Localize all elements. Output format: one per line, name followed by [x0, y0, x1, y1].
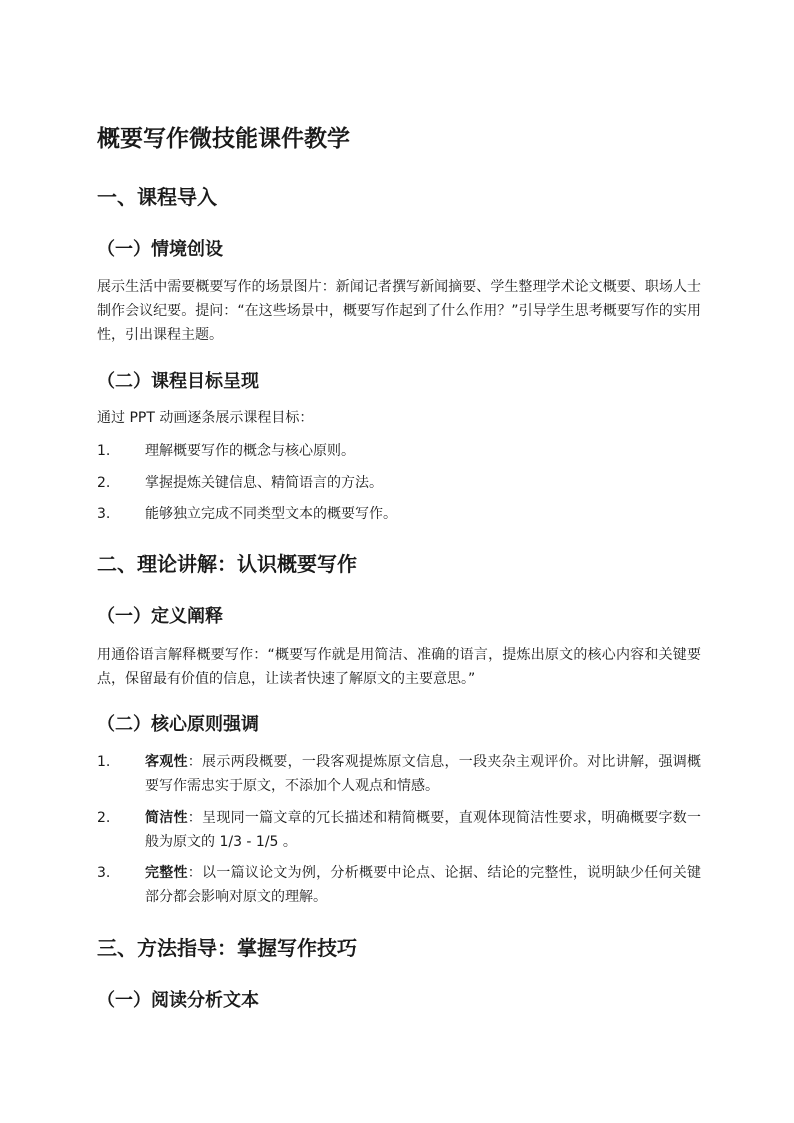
list-item-number: 1. — [97, 443, 111, 459]
paragraph-scenario: 展示生活中需要概要写作的场景图片：新闻记者撰写新闻摘要、学生整理学术论文概要、职场人士制作会议纪要。提问：“在这些场景中，概要写作起到了什么作用？”引导学生思考概要写作的实用性，引出课程主题。 — [97, 279, 701, 343]
document-title: 概要写作微技能课件教学 — [97, 126, 350, 152]
list-item-number: 2. — [97, 475, 111, 491]
list-item-term: 客观性 — [145, 754, 188, 770]
paragraph-definition: 用通俗语言解释概要写作：“概要写作就是用简洁、准确的语言，提炼出原文的核心内容和关键要点，保留最有价值的信息，让读者快速了解原文的主要意思。” — [97, 647, 701, 687]
list-item-number: 2. — [97, 810, 111, 826]
list-item-number: 1. — [97, 754, 111, 770]
list-item-description: ：呈现同一篇文章的冗长描述和精简概要，直观体现简洁性要求，明确概要字数一般为原文的 1/3 - 1/5 。 — [145, 810, 702, 850]
list-item-text: 理解概要写作的概念与核心原则。 — [145, 443, 355, 459]
subsection-heading-scenario: （一）情境创设 — [97, 239, 223, 260]
subsection-heading-reading-analysis: （一）阅读分析文本 — [97, 990, 259, 1011]
list-item-text — [145, 750, 701, 798]
paragraph-course-goals-intro: 通过 PPT 动画逐条展示课程目标： — [97, 410, 314, 426]
list-item-text — [145, 861, 701, 909]
section-heading-course-intro: 一、课程导入 — [97, 185, 217, 209]
list-item-term: 简洁性 — [145, 810, 188, 826]
subsection-heading-core-principles: （二）核心原则强调 — [97, 714, 259, 735]
list-item-number: 3. — [97, 506, 111, 522]
list-item-text: 掌握提炼关键信息、精简语言的方法。 — [145, 475, 383, 491]
subsection-heading-course-goals: （二）课程目标呈现 — [97, 371, 259, 392]
list-item-text — [145, 806, 701, 854]
list-item-description: ：以一篇议论文为例，分析概要中论点、论据、结论的完整性，说明缺少任何关键部分都会影响对原文的理解。 — [145, 865, 702, 905]
section-heading-theory: 二、理论讲解：认识概要写作 — [97, 552, 357, 576]
list-item-number: 3. — [97, 865, 111, 881]
subsection-heading-definition: （一）定义阐释 — [97, 606, 223, 627]
list-item-description: ：展示两段概要，一段客观提炼原文信息，一段夹杂主观评价。对比讲解，强调概要写作需忠实于原文，不添加个人观点和情感。 — [145, 754, 702, 794]
section-heading-methods: 三、方法指导：掌握写作技巧 — [97, 936, 357, 960]
list-item-term: 完整性 — [145, 865, 188, 881]
list-item-text: 能够独立完成不同类型文本的概要写作。 — [145, 506, 397, 522]
